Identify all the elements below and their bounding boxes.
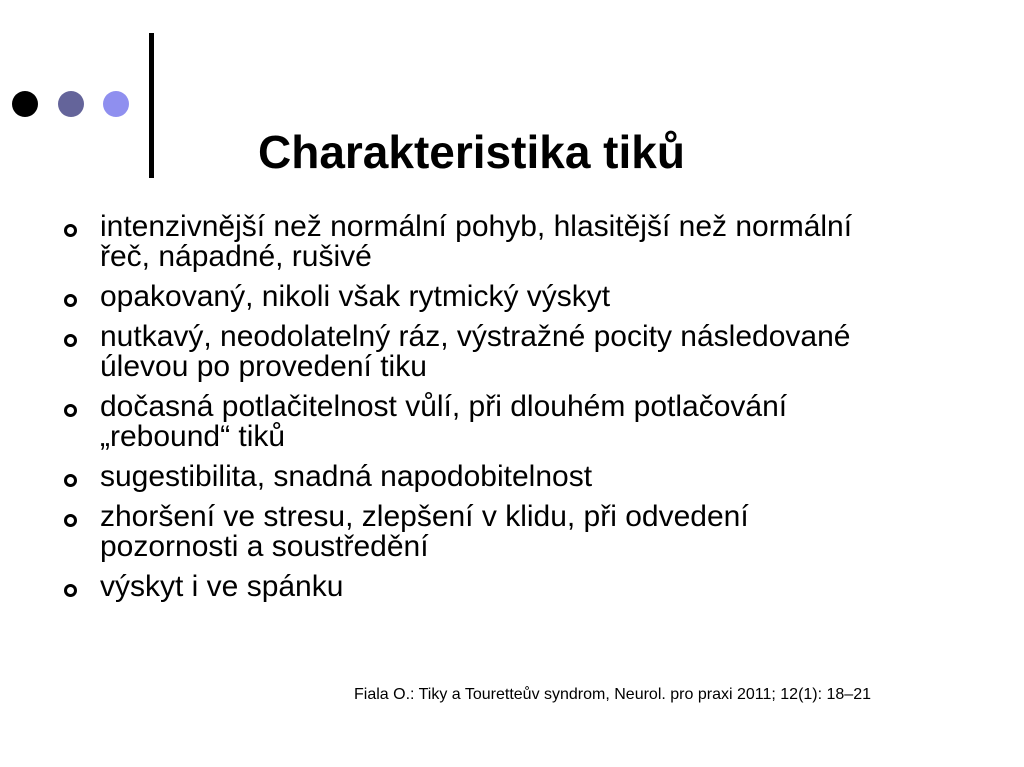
bullet-item xyxy=(62,212,962,272)
bullet-marker-icon xyxy=(64,404,77,417)
bullet-item xyxy=(62,462,962,492)
decorative-dot-dark xyxy=(12,91,38,117)
bullet-marker-icon xyxy=(64,474,77,487)
bullet-marker-icon xyxy=(64,294,77,307)
citation-text: Fiala O.: Tiky a Touretteův syndrom, Neurol. pro praxi 2011; 12(1): 18–21 xyxy=(354,686,871,703)
bullet-text: výskyt i ve spánku xyxy=(100,570,344,603)
bullet-marker-icon xyxy=(64,334,77,347)
bullet-text: zhoršení ve stresu, zlepšení v klidu, při odvedení pozornosti a soustředění xyxy=(100,500,749,563)
bullet-item xyxy=(62,322,962,382)
bullet-marker-icon xyxy=(64,224,77,237)
bullet-text: sugestibilita, snadná napodobitelnost xyxy=(100,460,593,493)
bullet-text: opakovaný, nikoli však rytmický výskyt xyxy=(100,280,611,313)
bullet-marker-icon xyxy=(64,584,77,597)
decorative-dot-medium xyxy=(58,91,84,117)
vertical-rule xyxy=(149,33,154,178)
bullet-list xyxy=(62,212,962,612)
bullet-text: nutkavý, neodolatelný ráz, výstražné pocity následované úlevou po provedení tiku xyxy=(100,320,851,383)
decorative-dot-light xyxy=(103,91,129,117)
bullet-text: intenzivnější než normální pohyb, hlasitější než normální řeč, nápadné, rušivé xyxy=(100,210,853,273)
bullet-item xyxy=(62,572,962,602)
bullet-item xyxy=(62,392,962,452)
bullet-text: dočasná potlačitelnost vůlí, při dlouhém potlačování „rebound“ tiků xyxy=(100,390,788,453)
bullet-item xyxy=(62,282,962,312)
slide-title: Charakteristika tiků xyxy=(258,126,685,178)
bullet-item xyxy=(62,502,962,562)
bullet-marker-icon xyxy=(64,514,77,527)
